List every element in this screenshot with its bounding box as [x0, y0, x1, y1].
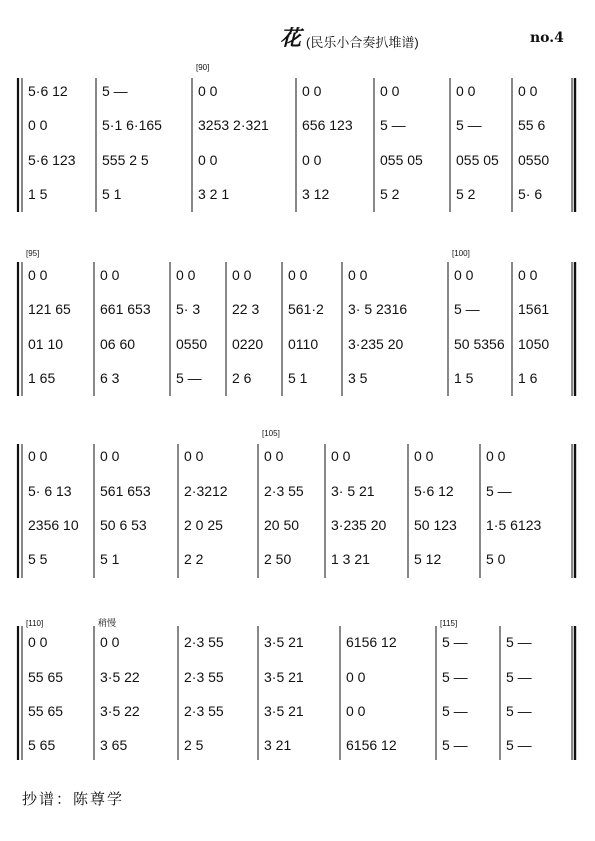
- notation-cell: 5 12: [414, 551, 442, 567]
- notation-cell: 55 6: [518, 117, 546, 133]
- notation-cell: 661 653: [100, 301, 151, 317]
- notation-cell: 2 0 25: [184, 517, 223, 533]
- page-number: no.4: [530, 30, 564, 46]
- notation-cell: 2 2: [184, 551, 204, 567]
- rehearsal-marker: [110]: [26, 619, 44, 628]
- notation-cell: 3 12: [302, 186, 330, 202]
- notation-cell: 0 0: [288, 267, 308, 283]
- notation-cell: 2·3212: [184, 483, 228, 499]
- notation-cell: 0 0: [302, 152, 322, 168]
- copyist-credit: 抄谱：陈尊学: [22, 791, 125, 808]
- notation-cell: 561 653: [100, 483, 151, 499]
- notation-cell: 2 5: [184, 737, 204, 753]
- notation-cell: 0 0: [184, 448, 204, 464]
- notation-cell: 50 5356: [454, 336, 505, 352]
- notation-cell: 055 05: [456, 152, 499, 168]
- notation-cell: 0550: [518, 152, 550, 168]
- notation-cell: 5· 3: [176, 301, 201, 317]
- notation-cell: 1 5: [28, 186, 48, 202]
- notation-cell: 5 —: [486, 483, 512, 499]
- rehearsal-marker: [100]: [452, 249, 470, 258]
- notation-cell: 50 6 53: [100, 517, 147, 533]
- notation-cell: 5 —: [442, 634, 468, 650]
- notation-cell: 5 —: [506, 703, 532, 719]
- notation-cell: 3 5: [348, 370, 368, 386]
- notation-cell: 0 0: [28, 117, 48, 133]
- notation-cell: 0 0: [198, 152, 218, 168]
- notation-cell: 3·5 21: [264, 634, 304, 650]
- notation-cell: 5 —: [506, 737, 532, 753]
- rehearsal-marker: [105]: [262, 429, 280, 438]
- notation-cell: 3 65: [100, 737, 128, 753]
- rehearsal-marker: [90]: [196, 63, 210, 72]
- notation-cell: 0 0: [28, 634, 48, 650]
- notation-cell: 1050: [518, 336, 550, 352]
- notation-cell: 2·3 55: [184, 634, 224, 650]
- notation-cell: 1 6: [518, 370, 538, 386]
- notation-cell: 0 0: [100, 634, 120, 650]
- notation-cell: 0 0: [176, 267, 196, 283]
- notation-cell: 3·5 22: [100, 703, 140, 719]
- notation-cell: 5 —: [454, 301, 480, 317]
- notation-cell: 2 6: [232, 370, 252, 386]
- song-subtitle: (民乐小合奏扒堆谱): [306, 35, 419, 50]
- notation-cell: 0 0: [348, 267, 368, 283]
- notation-cell: 5 —: [456, 117, 482, 133]
- notation-cell: 3·235 20: [348, 336, 404, 352]
- notation-cell: 3·5 22: [100, 669, 140, 685]
- notation-cell: 5 1: [100, 551, 120, 567]
- notation-cell: 0 0: [518, 83, 538, 99]
- notation-cell: 0 0: [28, 448, 48, 464]
- notation-cell: 055 05: [380, 152, 423, 168]
- notation-cell: 3·5 21: [264, 669, 304, 685]
- notation-cell: 0 0: [100, 267, 120, 283]
- notation-cell: 0 0: [456, 83, 476, 99]
- notation-cell: 6156 12: [346, 737, 397, 753]
- rehearsal-marker: [115]: [440, 619, 458, 628]
- notation-cell: 0 0: [346, 669, 366, 685]
- notation-cell: 656 123: [302, 117, 353, 133]
- notation-cell: 22 3: [232, 301, 260, 317]
- notation-cell: 0 0: [380, 83, 400, 99]
- notation-cell: 55 65: [28, 669, 64, 685]
- notation-cell: 5 —: [506, 669, 532, 685]
- tempo-marking: 稍慢: [98, 618, 117, 628]
- notation-cell: 20 50: [264, 517, 300, 533]
- notation-cell: 0 0: [486, 448, 506, 464]
- notation-cell: 3·5 21: [264, 703, 304, 719]
- notation-cell: 01 10: [28, 336, 64, 352]
- notation-cell: 3 2 1: [198, 186, 230, 202]
- notation-cell: 3· 5 2316: [348, 301, 408, 317]
- notation-cell: 1 3 21: [331, 551, 370, 567]
- notation-cell: 2·3 55: [264, 483, 304, 499]
- notation-cell: 3·235 20: [331, 517, 387, 533]
- notation-cell: 5·6 12: [28, 83, 68, 99]
- notation-cell: 0550: [176, 336, 208, 352]
- notation-cell: 5·1 6·165: [102, 117, 162, 133]
- song-title: 花: [280, 25, 301, 50]
- notation-cell: 0 0: [232, 267, 252, 283]
- notation-cell: 5 1: [102, 186, 122, 202]
- notation-cell: 5 2: [456, 186, 476, 202]
- notation-cell: 5 1: [288, 370, 308, 386]
- notation-cell: 0 0: [100, 448, 120, 464]
- notation-cell: 5 —: [442, 703, 468, 719]
- notation-cell: 0 0: [346, 703, 366, 719]
- notation-cell: 0 0: [518, 267, 538, 283]
- notation-cell: 5 —: [442, 669, 468, 685]
- rehearsal-marker: [95]: [26, 249, 40, 258]
- notation-cell: 0 0: [454, 267, 474, 283]
- notation-cell: 555 2 5: [102, 152, 149, 168]
- notation-cell: 5 2: [380, 186, 400, 202]
- notation-cell: 2·3 55: [184, 669, 224, 685]
- notation-cell: 5 —: [176, 370, 202, 386]
- notation-cell: 5 5: [28, 551, 48, 567]
- notation-cell: 5 65: [28, 737, 56, 753]
- notation-cell: 3· 5 21: [331, 483, 375, 499]
- notation-cell: 5· 6: [518, 186, 543, 202]
- notation-cell: 50 123: [414, 517, 457, 533]
- notation-cell: 5·6 123: [28, 152, 76, 168]
- notation-cell: 0110: [288, 336, 319, 352]
- notation-cell: 55 65: [28, 703, 64, 719]
- notation-cell: 1 65: [28, 370, 56, 386]
- notation-cell: 06 60: [100, 336, 136, 352]
- notation-cell: 2 50: [264, 551, 292, 567]
- notation-cell: 2·3 55: [184, 703, 224, 719]
- notation-cell: 3253 2·321: [198, 117, 269, 133]
- notation-cell: 5· 6 13: [28, 483, 72, 499]
- notation-cell: 1 5: [454, 370, 474, 386]
- notation-cell: 561·2: [288, 301, 324, 317]
- notation-cell: 6156 12: [346, 634, 397, 650]
- notation-cell: 0220: [232, 336, 264, 352]
- notation-cell: 0 0: [331, 448, 351, 464]
- notation-cell: 0 0: [198, 83, 218, 99]
- notation-cell: 5 —: [102, 83, 128, 99]
- notation-cell: 1·5 6123: [486, 517, 542, 533]
- notation-cell: 5 —: [380, 117, 406, 133]
- notation-cell: 5·6 12: [414, 483, 454, 499]
- notation-cell: 121 65: [28, 301, 71, 317]
- notation-cell: 3 21: [264, 737, 292, 753]
- notation-cell: 0 0: [302, 83, 322, 99]
- notation-cell: 0 0: [414, 448, 434, 464]
- notation-cell: 1561: [518, 301, 550, 317]
- notation-cell: 6 3: [100, 370, 120, 386]
- notation-cell: 0 0: [264, 448, 284, 464]
- notation-cell: 2356 10: [28, 517, 79, 533]
- notation-cell: 0 0: [28, 267, 48, 283]
- notation-cell: 5 —: [442, 737, 468, 753]
- notation-cell: 5 —: [506, 634, 532, 650]
- notation-cell: 5 0: [486, 551, 506, 567]
